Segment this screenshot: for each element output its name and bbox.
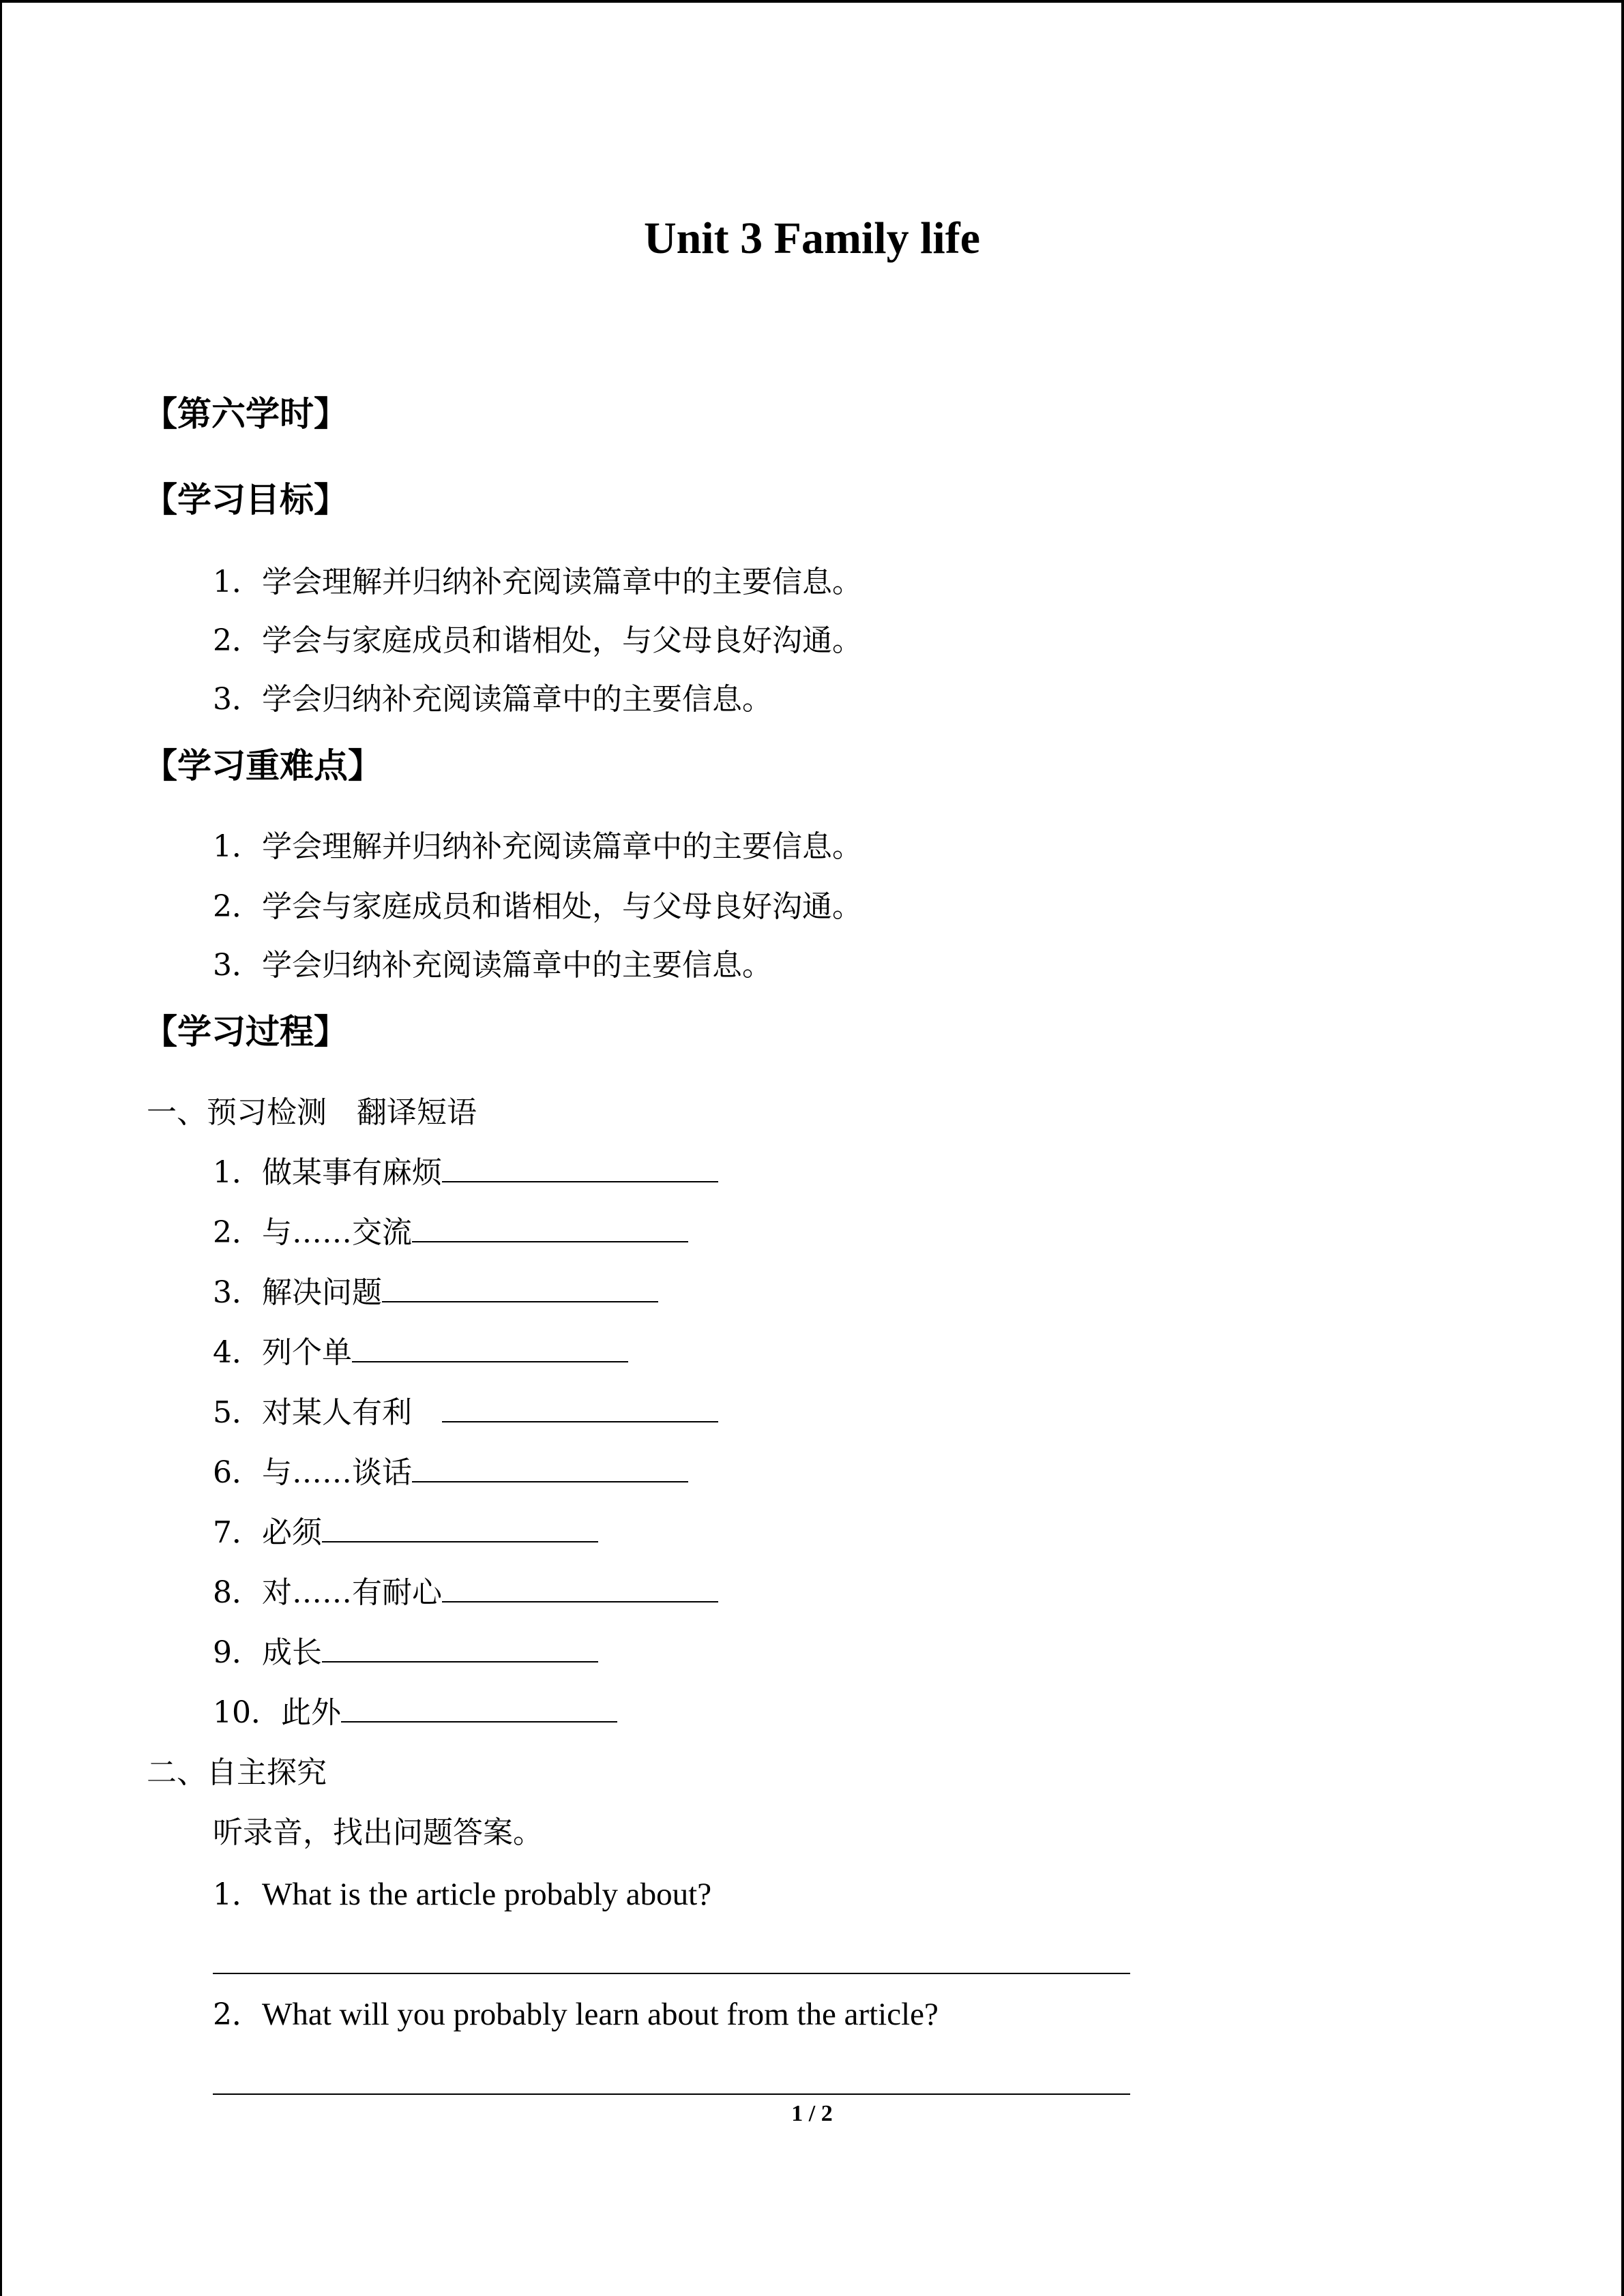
answer-blank[interactable]: [442, 1394, 718, 1422]
phrase-item: [213, 1392, 718, 1433]
page-border-left: [0, 0, 2, 2296]
item-text: 学会与家庭成员和谐相处，与父母良好沟通。: [262, 623, 862, 658]
item-number: 1．: [213, 829, 262, 864]
question-text: What is the article probably about?: [262, 1877, 712, 1912]
phrase-item: [213, 1272, 658, 1313]
item-number: 8．: [213, 1575, 262, 1610]
answer-blank[interactable]: [322, 1634, 598, 1663]
item-number: 3．: [213, 1275, 262, 1310]
item-number: 9．: [213, 1635, 262, 1670]
item-text: 与……谈话: [262, 1455, 412, 1490]
item-text: 必须: [262, 1515, 322, 1550]
phrase-item: [213, 1572, 718, 1613]
item-text: 学会理解并归纳补充阅读篇章中的主要信息。: [262, 829, 862, 864]
question-item: [213, 1994, 939, 2036]
answer-line[interactable]: [213, 2093, 1130, 2095]
item-text: 对某人有利: [262, 1395, 412, 1430]
answer-line[interactable]: [213, 1973, 1130, 1974]
answer-blank[interactable]: [382, 1274, 658, 1302]
item-text: 学会归纳补充阅读篇章中的主要信息。: [262, 948, 772, 983]
page-border-top: [0, 0, 1624, 3]
document-title: Unit 3 Family life: [643, 213, 981, 263]
phrase-item: [213, 1332, 628, 1373]
answer-blank[interactable]: [412, 1214, 688, 1242]
item-number: 10．: [213, 1695, 281, 1730]
question-text: What will you probably learn about from the article?: [262, 1997, 939, 2032]
item-text: 解决问题: [262, 1275, 382, 1310]
heading-process: 【学习过程】: [143, 1012, 348, 1052]
key-point-item: [213, 826, 862, 867]
section-subtitle: 翻译短语: [357, 1095, 477, 1130]
answer-blank[interactable]: [442, 1154, 718, 1182]
item-text: 对……有耐心: [262, 1575, 442, 1610]
phrase-item: [213, 1512, 598, 1553]
item-text: 此外: [281, 1695, 341, 1730]
item-text: 与……交流: [262, 1215, 412, 1250]
key-point-item: [213, 886, 862, 927]
item-number: 3．: [213, 948, 262, 983]
heading-key-points: 【学习重难点】: [143, 746, 382, 786]
listening-instruction: 听录音，找出问题答案。: [213, 1815, 543, 1850]
phrase-item: [213, 1693, 617, 1733]
item-text: 做某事有麻烦: [262, 1155, 442, 1190]
item-number: 2．: [213, 623, 262, 658]
item-text: 列个单: [262, 1335, 352, 1370]
item-number: 3．: [213, 682, 262, 717]
item-number: 5．: [213, 1395, 262, 1430]
answer-blank[interactable]: [322, 1514, 598, 1542]
page-number: 1 / 2: [791, 2101, 833, 2126]
objective-item: [213, 679, 772, 720]
item-number: 6．: [213, 1455, 262, 1490]
question-item: [213, 1874, 711, 1915]
item-number: 7．: [213, 1515, 262, 1550]
item-number: 2．: [213, 889, 262, 924]
item-number: 4．: [213, 1335, 262, 1370]
item-text: 学会与家庭成员和谐相处，与父母良好沟通。: [262, 889, 862, 924]
item-number: 2．: [213, 1997, 262, 2032]
answer-blank[interactable]: [352, 1334, 628, 1362]
phrase-item: [213, 1632, 598, 1673]
section-self-study: 二、自主探究: [147, 1755, 327, 1790]
phrase-item: [213, 1452, 688, 1493]
heading-lesson: 【第六学时】: [143, 394, 348, 434]
item-number: 1．: [213, 1155, 262, 1190]
answer-blank[interactable]: [412, 1454, 688, 1482]
heading-objectives: 【学习目标】: [143, 480, 348, 520]
phrase-item: [213, 1212, 688, 1253]
objective-item: [213, 562, 862, 603]
item-number: 2．: [213, 1215, 262, 1250]
objective-item: [213, 621, 862, 661]
answer-blank[interactable]: [442, 1574, 718, 1602]
phrase-item: [213, 1152, 718, 1193]
item-number: 1．: [213, 565, 262, 599]
answer-blank[interactable]: [341, 1694, 617, 1723]
item-text: 学会归纳补充阅读篇章中的主要信息。: [262, 682, 772, 717]
item-text: 学会理解并归纳补充阅读篇章中的主要信息。: [262, 565, 862, 599]
section-title: 一、预习检测: [147, 1095, 327, 1130]
key-point-item: [213, 945, 772, 986]
section-preview-check: [147, 1092, 477, 1133]
item-text: 成长: [262, 1635, 322, 1670]
item-number: 1．: [213, 1877, 262, 1912]
page-border-right: [1621, 0, 1624, 2296]
